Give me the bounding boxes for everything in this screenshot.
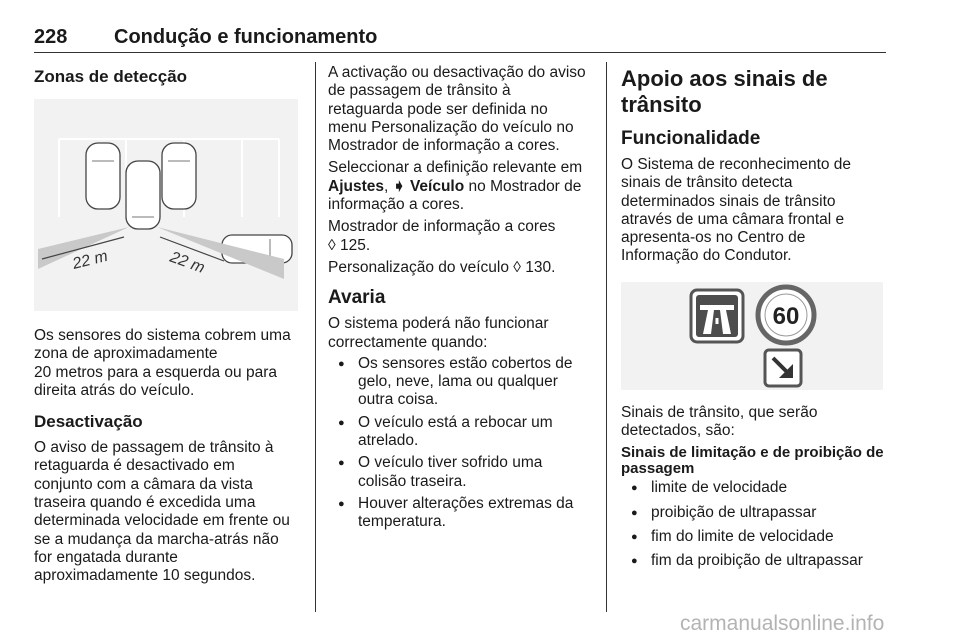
sign-category-heading: Sinais de limitação e de proibição de passagem xyxy=(621,444,884,478)
distance-label-right: 22 m xyxy=(167,248,207,277)
traffic-signs-figure xyxy=(621,282,883,390)
page-header xyxy=(34,26,886,52)
list-item: ● fim da proibição de ultrapassar xyxy=(621,552,887,570)
parked-car-right xyxy=(162,143,196,209)
list-item: ● limite de velocidade xyxy=(621,479,887,497)
column-1 xyxy=(34,64,302,586)
chapter-title: Condução e funcionamento xyxy=(114,26,378,48)
detected-signs-intro: Sinais de trânsito, que serão detectados, são: xyxy=(621,403,818,440)
settings-instruction: Seleccionar a definição relevante em Ajustes, ➧ Veículo no Mostrador de informação a cores. xyxy=(328,159,583,214)
column-2 xyxy=(328,64,598,532)
activation-text: A activação ou desactivação do aviso de passagem de trânsito à retaguarda pode ser definida no menu Personalização do veículo no Mostrador de informação a cores. xyxy=(328,64,586,155)
column-3 xyxy=(621,64,887,571)
motorway-sign-icon xyxy=(689,288,745,344)
fault-heading: Avaria xyxy=(328,287,386,309)
speed-value: 60 xyxy=(772,302,800,330)
column-divider-2 xyxy=(606,62,607,612)
menu-arrow-icon: ➧ xyxy=(392,177,406,195)
functionality-text: O Sistema de reconhecimento de sinais de trânsito detecta determinados sinais de trânsito através de uma câmara frontal e apresenta-os no Centro de Informação do Condutor. xyxy=(621,156,852,265)
page-ref-icon: ◊ xyxy=(328,236,336,254)
sensor-description: Os sensores do sistema cobrem uma zona de aproximadamente 20 metros para a esquerda ou para direita atrás do veículo. xyxy=(34,327,291,399)
speed-limit-sign-icon xyxy=(755,284,817,346)
page-ref-icon: ◊ xyxy=(513,258,521,276)
list-item: ● fim do limite de velocidade xyxy=(621,528,887,546)
ajustes-label: Ajustes xyxy=(328,177,384,195)
section-heading: Zonas de detecção xyxy=(34,67,188,86)
list-item: ● Houver alterações extremas da temperatura. xyxy=(328,495,598,532)
section-title: Apoio aos sinais de trânsito xyxy=(621,66,828,117)
personalization-reference: Personalização do veículo ◊ 130. xyxy=(328,258,556,276)
list-item: ● Os sensores estão cobertos de gelo, neve, lama ou qualquer outra coisa. xyxy=(328,355,598,410)
parking-diagram xyxy=(34,99,298,311)
functionality-heading: Funcionalidade xyxy=(621,128,761,149)
header-divider xyxy=(34,52,886,53)
parking-illustration xyxy=(34,99,298,311)
distance-label-left: 22 m xyxy=(70,247,110,273)
parked-car-left xyxy=(86,143,120,209)
list-item: ● O veículo está a rebocar um atrelado. xyxy=(328,414,598,451)
watermark: carmanualsonline.info xyxy=(680,612,885,635)
page-number: 228 xyxy=(34,26,68,48)
sign-list xyxy=(621,479,887,570)
reversing-car xyxy=(126,161,160,229)
list-item: ● proibição de ultrapassar xyxy=(621,504,887,522)
deactivation-text: O aviso de passagem de trânsito à retaguarda é desactivado em conjunto com a câmara da vista traseira quando é excedida uma determinada velocidade em frente ou se a mudança da marcha-atrás não for engatada durante aproximadamente 10 segundos. xyxy=(34,439,290,585)
fault-intro: O sistema poderá não funcionar correctamente quando: xyxy=(328,315,549,351)
list-item: ● O veículo tiver sofrido uma colisão traseira. xyxy=(328,454,598,491)
display-reference: Mostrador de informação a cores ◊ 125. xyxy=(328,218,556,254)
column-divider-1 xyxy=(315,62,316,612)
direction-sign-icon xyxy=(763,348,803,388)
fault-list xyxy=(328,355,598,532)
veiculo-label: Veículo xyxy=(409,177,465,195)
deactivation-heading: Desactivação xyxy=(34,412,143,432)
